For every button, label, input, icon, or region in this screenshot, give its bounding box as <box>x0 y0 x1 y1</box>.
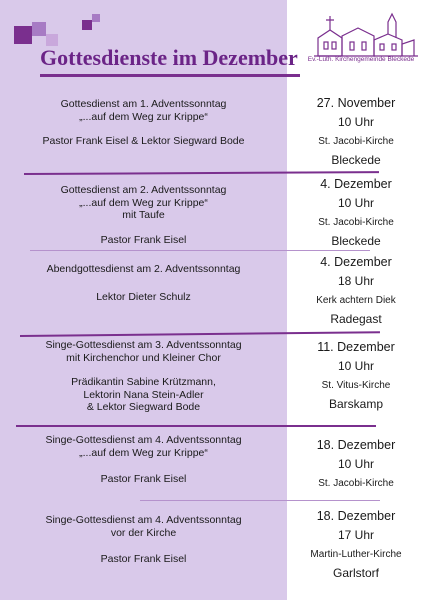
service-time: 10 Uhr <box>337 359 375 373</box>
service-place: Bleckede <box>331 153 381 167</box>
decor-square <box>92 14 100 22</box>
service-description <box>0 263 287 303</box>
service-line: „...auf dem Weg zur Krippe“ <box>79 446 208 459</box>
service-description <box>0 98 287 148</box>
service-church: St. Jacobi-Kirche <box>318 136 394 147</box>
separator-line <box>30 250 370 251</box>
service-info <box>287 94 425 170</box>
service-date: 18. Dezember <box>316 509 396 523</box>
leader-line: Pastor Frank Eisel & Lektor Siegward Bode <box>42 135 245 147</box>
decor-square <box>14 26 32 44</box>
service-line: Singe-Gottesdienst am 4. Adventssonntag <box>45 434 242 446</box>
title-underline <box>40 74 300 77</box>
service-place: Garlstorf <box>332 566 379 580</box>
service-date: 27. November <box>316 96 396 110</box>
service-date: 4. Dezember <box>320 255 392 269</box>
service-info <box>287 436 425 493</box>
leader-line: Pastor Frank Eisel <box>100 553 187 565</box>
service-line: Singe-Gottesdienst am 3. Adventssonntag <box>45 339 242 351</box>
service-place: Bleckede <box>331 234 381 248</box>
leader-line: & Lektor Siegward Bode <box>86 401 201 413</box>
service-line: vor der Kirche <box>110 526 177 539</box>
service-line: Gottesdienst am 1. Adventssonntag <box>60 98 227 110</box>
service-time: 10 Uhr <box>337 196 375 210</box>
service-line: Gottesdienst am 2. Adventssonntag <box>60 184 227 196</box>
service-line: Singe-Gottesdienst am 4. Adventssonntag <box>45 514 242 526</box>
service-church: Kerk achtern Diek <box>316 295 396 306</box>
service-line: „...auf dem Weg zur Krippe“ <box>79 110 208 123</box>
service-time: 17 Uhr <box>337 528 375 542</box>
decor-square <box>32 22 46 36</box>
service-line: mit Kirchenchor und Kleiner Chor <box>66 351 221 364</box>
service-info <box>287 507 425 583</box>
service-time: 18 Uhr <box>337 274 375 288</box>
service-info <box>287 338 425 414</box>
parish-name: Ev.-Luth. Kirchengemeinde Bleckede <box>307 56 415 63</box>
service-church: St. Jacobi-Kirche <box>318 217 394 228</box>
service-place: Barskamp <box>328 397 384 411</box>
service-line: „...auf dem Weg zur Krippe“ <box>79 196 208 209</box>
leader-line: Pastor Frank Eisel <box>100 473 187 485</box>
service-description <box>0 434 287 486</box>
service-date: 4. Dezember <box>320 177 392 191</box>
page-title: Gottesdienste im Dezember <box>40 45 298 70</box>
leader-line: Pastor Frank Eisel <box>100 233 187 246</box>
service-description <box>0 339 287 414</box>
service-line: Abendgottesdienst am 2. Adventssonntag <box>46 263 241 275</box>
service-description <box>0 184 287 246</box>
service-church: St. Jacobi-Kirche <box>318 478 394 489</box>
service-place: Radegast <box>330 312 382 326</box>
separator-line <box>16 425 376 427</box>
service-date: 18. Dezember <box>316 438 396 452</box>
service-line: mit Taufe <box>122 209 165 221</box>
service-date: 11. Dezember <box>317 340 395 354</box>
service-time: 10 Uhr <box>337 115 375 129</box>
leader-line: Lektorin Nana Stein-Adler <box>83 388 204 401</box>
service-info <box>287 253 425 329</box>
service-time: 10 Uhr <box>337 457 375 471</box>
separator-line <box>140 500 380 501</box>
leader-line: Lektor Dieter Schulz <box>96 290 191 303</box>
service-description <box>0 514 287 566</box>
decor-square <box>82 20 92 30</box>
service-info <box>287 175 425 251</box>
leader-line: Prädikantin Sabine Krützmann, <box>71 376 216 388</box>
service-church: St. Vitus-Kirche <box>321 380 391 391</box>
service-church: Martin-Luther-Kirche <box>310 549 402 560</box>
